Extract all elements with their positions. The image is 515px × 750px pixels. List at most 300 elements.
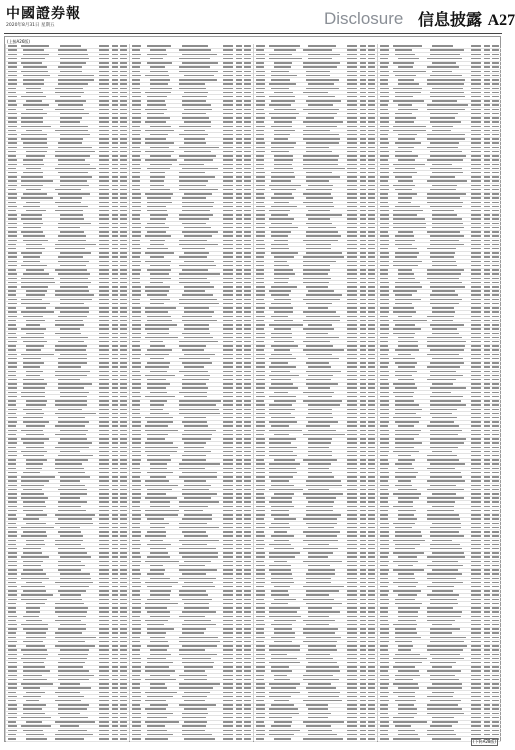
table-cell — [244, 425, 250, 426]
table-cell — [223, 197, 233, 198]
table-cell — [492, 578, 498, 579]
table-cell — [99, 713, 109, 714]
table-cell — [26, 210, 47, 211]
table-cell — [23, 531, 46, 532]
table-cell — [347, 607, 357, 608]
table-cell — [112, 518, 118, 519]
table-cell — [427, 366, 460, 367]
table-cell — [303, 341, 330, 342]
table-cell — [427, 248, 456, 249]
table-cell — [112, 358, 118, 359]
table-cell — [99, 83, 109, 84]
table-cell — [184, 607, 209, 608]
table-cell — [471, 278, 481, 279]
table-cell — [427, 510, 454, 511]
table-cell — [236, 518, 242, 519]
table-cell — [271, 71, 288, 72]
table-cell — [236, 404, 242, 405]
table-cell — [236, 624, 242, 625]
table-cell — [360, 463, 366, 464]
table-cell — [120, 438, 126, 439]
table-cell — [347, 649, 357, 650]
table-cell — [8, 185, 17, 186]
table-cell — [393, 506, 414, 507]
table-cell — [368, 535, 374, 536]
table-cell — [112, 463, 118, 464]
table-cell — [236, 147, 242, 148]
table-cell — [120, 637, 126, 638]
table-cell — [236, 358, 242, 359]
table-cell — [132, 282, 139, 283]
table-cell — [236, 696, 242, 697]
table-cell — [430, 189, 456, 190]
table-cell — [55, 447, 89, 448]
table-cell — [8, 730, 17, 731]
table-cell — [112, 134, 118, 135]
table-cell — [360, 164, 366, 165]
table-cell — [132, 138, 141, 139]
table-cell — [99, 100, 109, 101]
table-cell — [256, 278, 263, 279]
table-cell — [223, 607, 233, 608]
table-cell — [147, 645, 168, 646]
table-cell — [347, 501, 357, 502]
table-cell — [427, 489, 464, 490]
table-cell — [471, 79, 481, 80]
table-cell — [236, 497, 242, 498]
table-cell — [112, 637, 118, 638]
table-cell — [274, 159, 293, 160]
table-cell — [132, 189, 139, 190]
table-cell — [236, 210, 242, 211]
table-cell — [347, 96, 357, 97]
table-cell — [360, 96, 366, 97]
table-cell — [120, 544, 126, 545]
table-cell — [368, 290, 374, 291]
table-cell — [244, 654, 250, 655]
table-cell — [484, 130, 490, 131]
table-cell — [112, 548, 118, 549]
table-cell — [147, 387, 166, 388]
table-cell — [380, 134, 387, 135]
table-cell — [256, 383, 265, 384]
table-cell — [223, 324, 233, 325]
table-cell — [99, 71, 109, 72]
table-cell — [147, 333, 169, 334]
table-cell — [236, 387, 242, 388]
table-cell — [430, 142, 460, 143]
table-cell — [360, 168, 366, 169]
table-cell — [145, 721, 179, 722]
table-cell — [132, 88, 139, 89]
table-cell — [368, 227, 374, 228]
table-cell — [347, 375, 357, 376]
table-cell — [99, 54, 109, 55]
table-cell — [492, 362, 498, 363]
table-cell — [347, 417, 357, 418]
table-cell — [223, 214, 233, 215]
table-cell — [236, 421, 242, 422]
table-cell — [347, 696, 357, 697]
table-cell — [393, 333, 415, 334]
table-cell — [484, 79, 490, 80]
table-cell — [360, 506, 366, 507]
table-cell — [347, 337, 357, 338]
table-cell — [120, 244, 126, 245]
table-cell — [223, 670, 233, 671]
table-cell — [360, 586, 366, 587]
table-cell — [112, 290, 118, 291]
table-cell — [256, 417, 265, 418]
table-cell — [244, 730, 250, 731]
table-cell — [23, 341, 47, 342]
table-cell — [256, 413, 265, 414]
table-cell — [120, 527, 126, 528]
table-cell — [430, 531, 460, 532]
table-cell — [223, 527, 233, 528]
table-cell — [380, 455, 387, 456]
table-cell — [368, 455, 374, 456]
table-cell — [179, 404, 216, 405]
table-cell — [360, 708, 366, 709]
table-cell — [471, 349, 481, 350]
table-cell — [347, 117, 357, 118]
table-cell — [236, 83, 242, 84]
table-cell — [236, 531, 242, 532]
table-cell — [347, 561, 357, 562]
table-cell — [256, 540, 263, 541]
table-cell — [484, 142, 490, 143]
table-cell — [395, 463, 412, 464]
table-cell — [269, 227, 298, 228]
table-cell — [360, 514, 366, 515]
table-cell — [120, 687, 126, 688]
table-cell — [347, 421, 357, 422]
table-cell — [471, 286, 481, 287]
table-cell — [99, 510, 109, 511]
table-cell — [223, 92, 233, 93]
table-cell — [368, 126, 374, 127]
table-cell — [120, 172, 126, 173]
table-cell — [256, 459, 263, 460]
table-cell — [58, 164, 90, 165]
table-cell — [380, 307, 389, 308]
table-cell — [395, 548, 414, 549]
table-cell — [256, 375, 265, 376]
table-cell — [471, 121, 481, 122]
table-cell — [308, 451, 332, 452]
table-cell — [236, 185, 242, 186]
table-cell — [398, 58, 419, 59]
table-cell — [147, 104, 166, 105]
table-cell — [274, 721, 293, 722]
table-cell — [347, 700, 357, 701]
table-cell — [271, 573, 292, 574]
table-cell — [132, 290, 141, 291]
table-cell — [368, 396, 374, 397]
table-cell — [256, 49, 263, 50]
table-cell — [147, 96, 167, 97]
table-cell — [360, 286, 366, 287]
table-cell — [223, 328, 233, 329]
table-cell — [112, 261, 118, 262]
table-cell — [368, 185, 374, 186]
table-cell — [244, 155, 250, 156]
table-cell — [398, 497, 419, 498]
table-cell — [8, 240, 17, 241]
table-cell — [393, 552, 424, 553]
table-cell — [256, 75, 265, 76]
table-cell — [347, 666, 357, 667]
table-cell — [150, 683, 165, 684]
table-cell — [99, 104, 109, 105]
table-cell — [8, 523, 15, 524]
table-cell — [223, 286, 233, 287]
table-cell — [244, 286, 250, 287]
table-cell — [132, 455, 141, 456]
table-cell — [21, 286, 49, 287]
table-cell — [58, 569, 82, 570]
table-cell — [120, 396, 126, 397]
table-cell — [120, 392, 126, 393]
table-cell — [360, 193, 366, 194]
table-cell — [132, 628, 141, 629]
table-cell — [55, 700, 80, 701]
table-cell — [150, 476, 167, 477]
table-cell — [58, 506, 82, 507]
table-cell — [471, 375, 481, 376]
table-cell — [380, 282, 389, 283]
table-cell — [368, 134, 374, 135]
table-cell — [236, 333, 242, 334]
table-cell — [360, 713, 366, 714]
table-cell — [471, 556, 481, 557]
table-cell — [120, 624, 126, 625]
table-cell — [99, 540, 109, 541]
table-cell — [120, 666, 126, 667]
table-cell — [269, 409, 295, 410]
table-cell — [398, 278, 415, 279]
table-cell — [308, 569, 335, 570]
table-cell — [120, 548, 126, 549]
table-cell — [55, 603, 83, 604]
table-cell — [99, 506, 109, 507]
table-cell — [21, 214, 42, 215]
table-cell — [308, 58, 331, 59]
table-cell — [380, 180, 387, 181]
table-cell — [271, 223, 292, 224]
table-cell — [274, 130, 295, 131]
table-cell — [368, 218, 374, 219]
table-cell — [256, 586, 263, 587]
table-cell — [132, 430, 141, 431]
table-cell — [150, 172, 166, 173]
table-cell — [492, 544, 498, 545]
table-cell — [55, 404, 87, 405]
table-cell — [484, 404, 490, 405]
table-cell — [112, 675, 118, 676]
table-cell — [8, 717, 17, 718]
table-cell — [347, 45, 357, 46]
table-cell — [244, 734, 250, 735]
table-cell — [492, 459, 498, 460]
table-cell — [60, 480, 80, 481]
table-cell — [368, 616, 374, 617]
table-cell — [120, 151, 126, 152]
table-cell — [395, 117, 416, 118]
table-cell — [60, 117, 82, 118]
table-cell — [120, 75, 126, 76]
table-cell — [380, 223, 389, 224]
table-cell — [150, 79, 171, 80]
table-cell — [26, 371, 43, 372]
table-cell — [132, 738, 141, 739]
table-cell — [150, 49, 166, 50]
table-cell — [8, 451, 17, 452]
table-cell — [223, 151, 233, 152]
table-cell — [306, 362, 329, 363]
table-cell — [347, 206, 357, 207]
table-cell — [360, 396, 366, 397]
table-cell — [179, 704, 216, 705]
table-cell — [244, 248, 250, 249]
table-cell — [112, 328, 118, 329]
table-cell — [274, 341, 294, 342]
table-cell — [303, 299, 340, 300]
table-cell — [8, 404, 15, 405]
table-cell — [427, 468, 454, 469]
table-cell — [184, 425, 207, 426]
table-cell — [112, 451, 118, 452]
table-cell — [380, 442, 389, 443]
table-cell — [132, 485, 141, 486]
table-cell — [120, 594, 126, 595]
table-cell — [8, 556, 17, 557]
table-cell — [395, 294, 412, 295]
table-cell — [132, 548, 139, 549]
table-cell — [393, 185, 415, 186]
table-cell — [380, 66, 387, 67]
table-cell — [484, 552, 490, 553]
table-cell — [471, 358, 481, 359]
table-cell — [21, 354, 54, 355]
table-cell — [306, 214, 343, 215]
table-cell — [150, 675, 170, 676]
table-cell — [223, 371, 233, 372]
table-cell — [360, 641, 366, 642]
table-cell — [244, 311, 250, 312]
table-cell — [236, 438, 242, 439]
table-cell — [112, 62, 118, 63]
table-cell — [120, 333, 126, 334]
table-cell — [120, 569, 126, 570]
table-cell — [306, 151, 332, 152]
table-cell — [112, 561, 118, 562]
table-cell — [380, 299, 389, 300]
table-cell — [145, 235, 171, 236]
table-cell — [112, 603, 118, 604]
table-cell — [147, 518, 163, 519]
table-cell — [269, 527, 290, 528]
table-cell — [223, 265, 233, 266]
table-cell — [150, 463, 168, 464]
table-cell — [274, 193, 293, 194]
table-cell — [112, 425, 118, 426]
table-cell — [223, 134, 233, 135]
table-cell — [223, 180, 233, 181]
table-cell — [484, 244, 490, 245]
table-cell — [120, 147, 126, 148]
table-cell — [236, 172, 242, 173]
table-cell — [223, 185, 233, 186]
table-cell — [368, 463, 374, 464]
table-cell — [184, 485, 211, 486]
table-cell — [58, 54, 89, 55]
table-cell — [120, 185, 126, 186]
table-cell — [380, 121, 389, 122]
table-cell — [244, 130, 250, 131]
table-cell — [132, 278, 139, 279]
table-cell — [380, 383, 389, 384]
table-cell — [132, 218, 139, 219]
table-cell — [60, 138, 83, 139]
table-cell — [120, 227, 126, 228]
table-cell — [223, 303, 233, 304]
table-cell — [179, 79, 217, 80]
table-cell — [112, 223, 118, 224]
table-cell — [256, 607, 265, 608]
table-cell — [58, 696, 84, 697]
table-cell — [380, 278, 387, 279]
table-cell — [347, 637, 357, 638]
table-cell — [112, 413, 118, 414]
table-cell — [223, 730, 233, 731]
table-cell — [347, 447, 357, 448]
table-cell — [112, 514, 118, 515]
table-cell — [8, 489, 17, 490]
table-cell — [380, 548, 389, 549]
table-cell — [368, 544, 374, 545]
table-cell — [145, 514, 178, 515]
table-cell — [306, 337, 340, 338]
table-cell — [484, 185, 490, 186]
table-cell — [132, 79, 139, 80]
table-cell — [184, 151, 211, 152]
table-cell — [360, 159, 366, 160]
table-cell — [184, 337, 213, 338]
table-cell — [492, 71, 498, 72]
table-cell — [244, 383, 250, 384]
table-cell — [147, 231, 166, 232]
table-cell — [150, 345, 165, 346]
table-cell — [23, 687, 39, 688]
table-cell — [55, 88, 83, 89]
table-cell — [427, 514, 459, 515]
table-cell — [55, 692, 80, 693]
table-cell — [132, 354, 141, 355]
table-cell — [112, 383, 118, 384]
table-cell — [120, 341, 126, 342]
table-cell — [147, 117, 170, 118]
table-cell — [23, 552, 42, 553]
table-cell — [8, 290, 15, 291]
table-cell — [492, 400, 498, 401]
table-cell — [380, 79, 387, 80]
table-cell — [120, 371, 126, 372]
table-cell — [244, 540, 250, 541]
table-cell — [484, 100, 490, 101]
table-cell — [120, 540, 126, 541]
